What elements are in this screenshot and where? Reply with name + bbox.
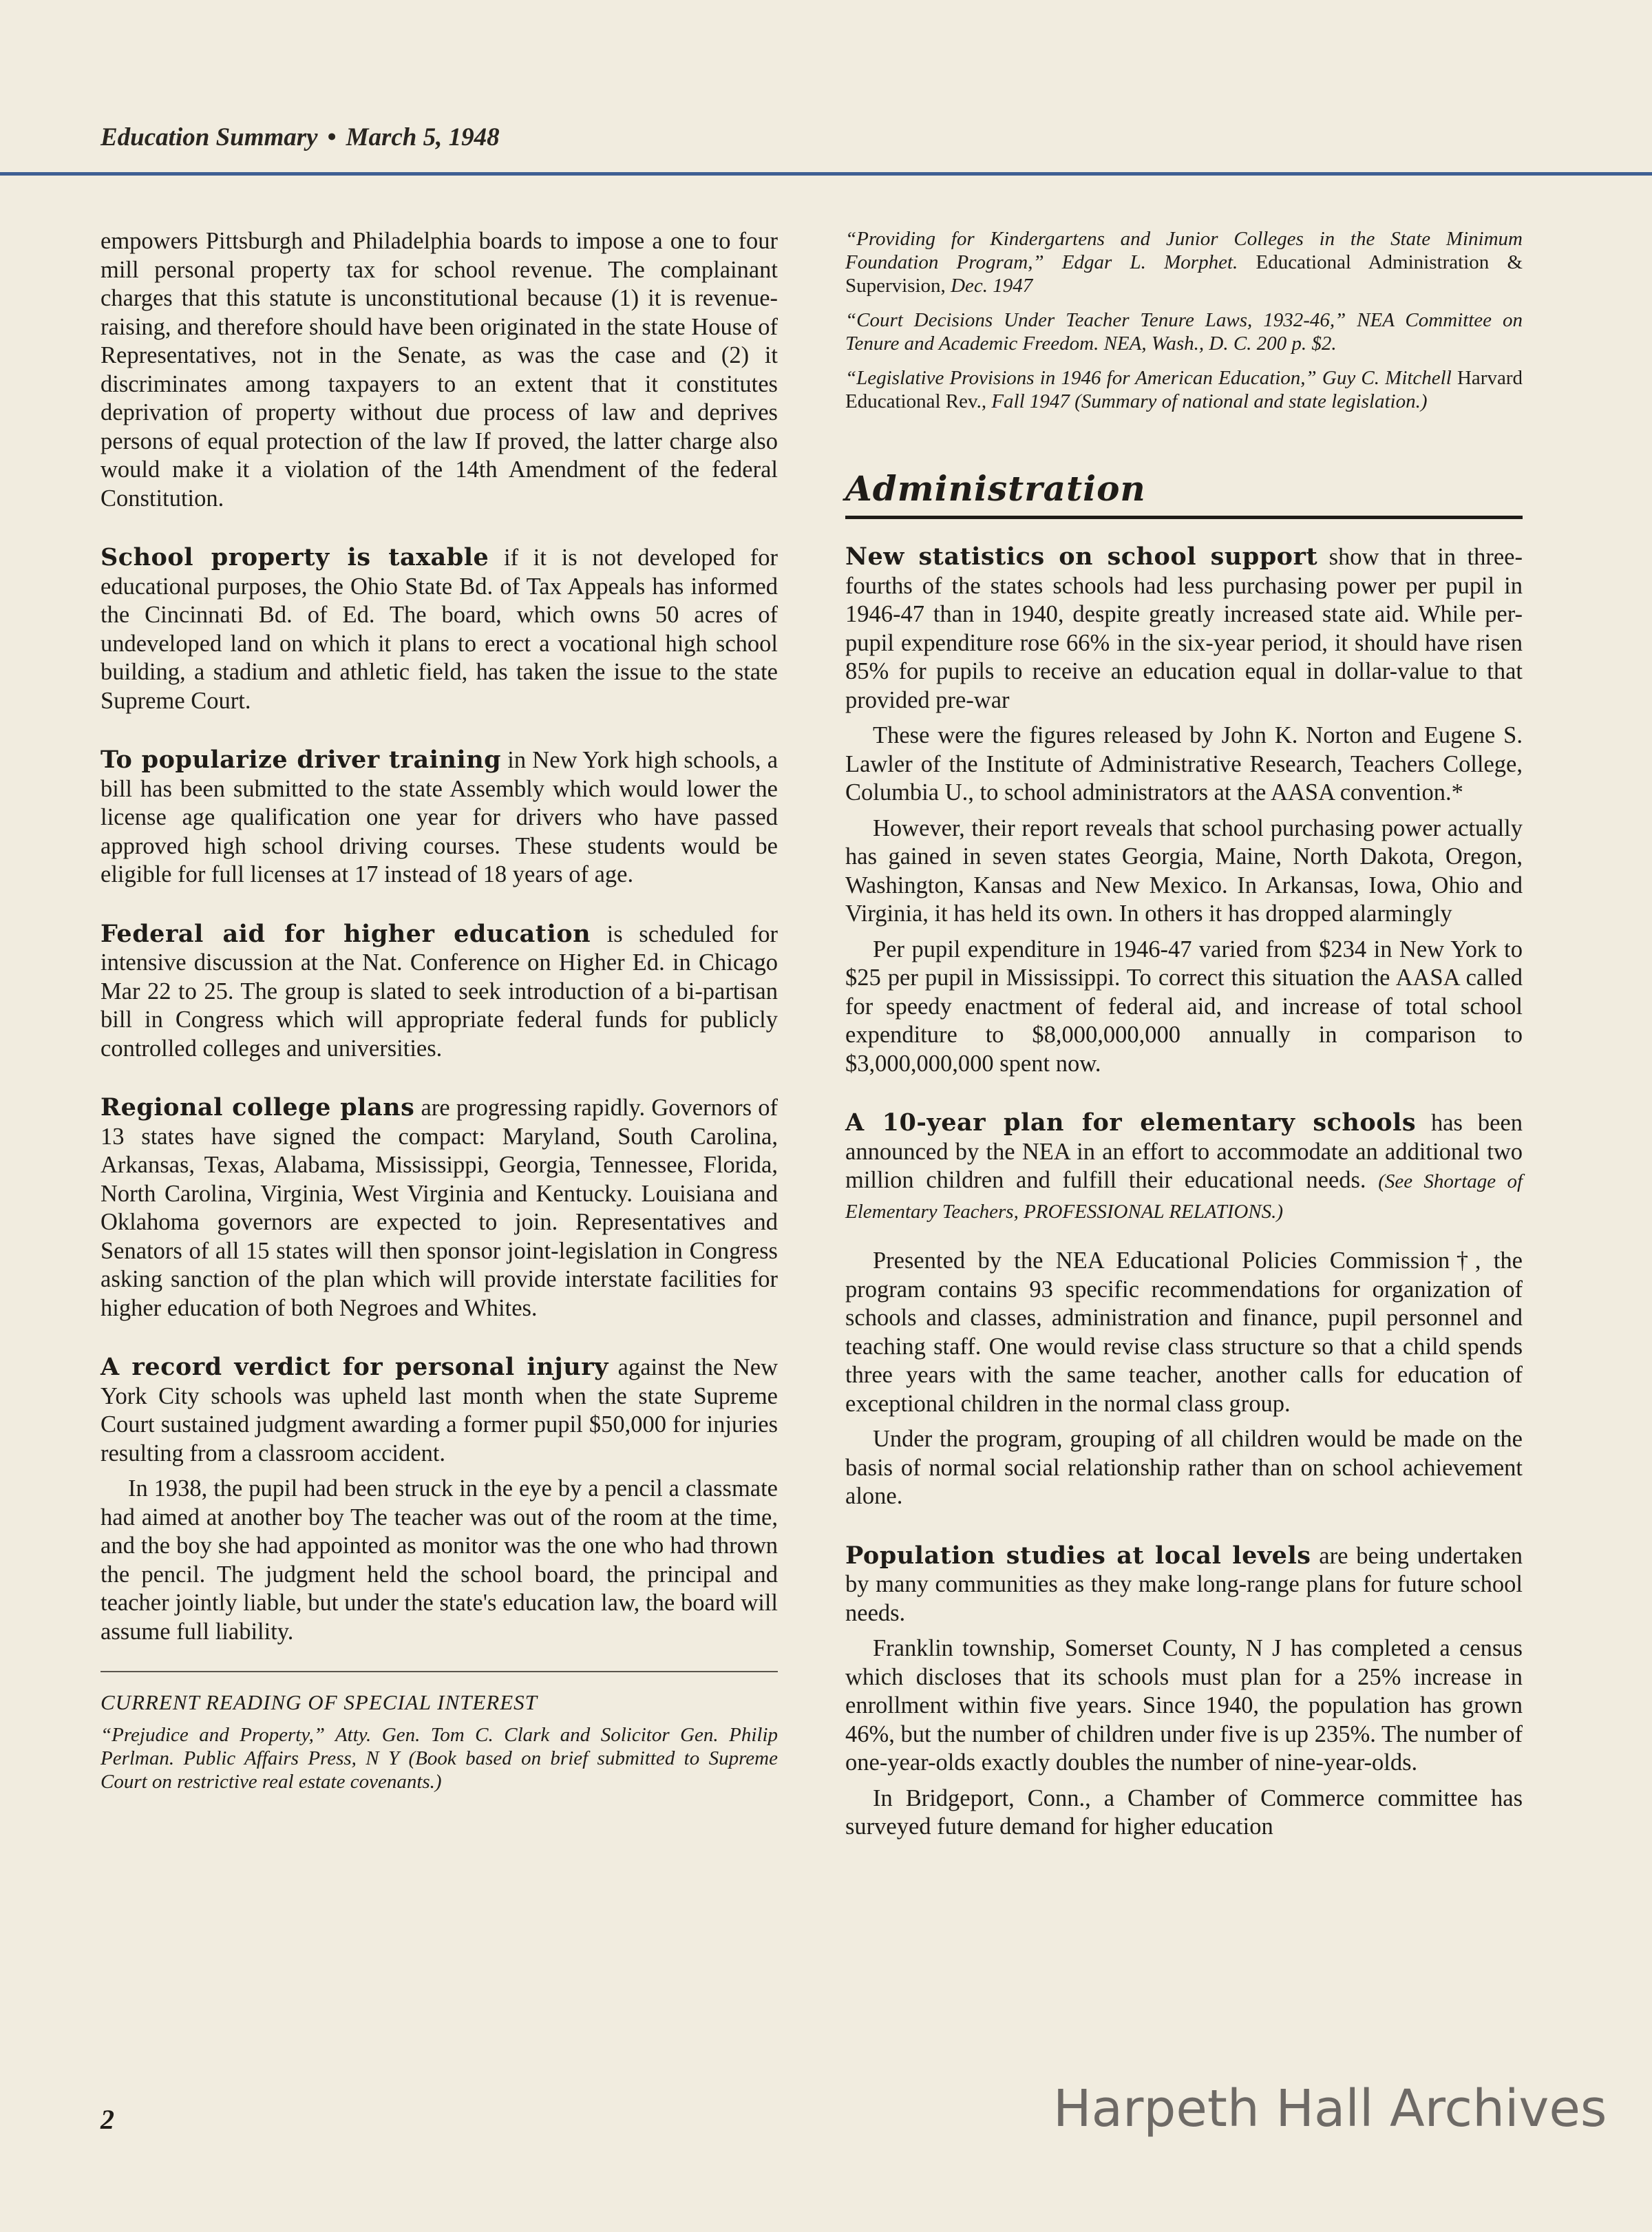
item-headline: A 10-year plan for elementary schools <box>845 1108 1417 1137</box>
item-regional-college <box>100 1093 778 1323</box>
item-ten-year-plan <box>845 1108 1523 1226</box>
citation-title: “Providing for Kindergartens and Junior Colleges in the State Minimum Foundation Program,” Edgar L. Morphet. <box>845 228 1523 273</box>
header-rule <box>0 172 1652 176</box>
running-header <box>100 123 500 152</box>
section-divider <box>100 1671 778 1672</box>
population-paragraph-3: In Bridgeport, Conn., a Chamber of Commerce committee has surveyed future demand for higher education <box>845 1784 1523 1840</box>
plan-paragraph-3: Under the program, grouping of all children would be made on the basis of normal social relationship rather than on school achievement alone. <box>845 1426 1523 1509</box>
item-body: has been announced by the NEA in an effort to accommodate an additional two million children and fulfill their educational needs. <box>845 1110 1523 1193</box>
item-property-tax <box>100 543 778 715</box>
citation-source: Harvard Educational Rev., <box>845 367 1523 412</box>
right-column <box>845 227 1523 1842</box>
item-headline: A record verdict for personal injury <box>100 1353 608 1381</box>
support-paragraph-3: However, their report reveals that school purchasing power actually has gained in seven states Georgia, Maine, North Dakota, Oregon, Washington, Kansas and New Mexico. In Arkansas, Iowa, Ohio and Virginia, it has held its own. In others it has dropped alarmingly <box>845 814 1523 927</box>
publication-name: Education Summary <box>100 123 318 151</box>
page-number: 2 <box>100 2104 114 2135</box>
citation-title: “Legislative Provisions in 1946 for American Education,” Guy C. Mitchell <box>845 367 1452 389</box>
item-federal-aid <box>100 920 778 1064</box>
item-body: is scheduled for intensive discussion at the Nat. Conference on Higher Ed. in Chicago Mar 22 to 25. The group is slated to seek introduction of a bi-partisan bill in Congress which will appropriate federal funds for publicly controlled colleges and universities. <box>100 920 778 1062</box>
citation-date: Dec. 1947 <box>951 275 1033 297</box>
cross-reference: (See Shortage of Elementary Teachers, PROFESSIONAL RELATIONS.) <box>845 1170 1523 1223</box>
item-headline: Federal aid for higher education <box>100 919 591 948</box>
left-column <box>100 227 778 1793</box>
item-body: in New York high schools, a bill has been submitted to the state Assembly which would lower the license age qualification one year for drivers who have passed approved high school driving courses. These students would be eligible for full licenses at 17 instead of 18 years of age. <box>100 747 779 887</box>
item-body: are being undertaken by many communities as they make long-range plans for future school needs. <box>845 1542 1523 1626</box>
item-record-verdict <box>100 1353 778 1468</box>
support-paragraph-2: These were the figures released by John K. Norton and Eugene S. Lawler of the Institute of Administrative Research, Teachers College, Columbia U., to school administrators at the AASA convention.* <box>845 722 1523 806</box>
plan-paragraph-2: Presented by the NEA Educational Policies Commission†, the program contains 93 specific recommendations for organization of schools and classes, administration and finance, pupil personnel and teaching staff. One would revise class structure so that a child spends three years with the same teacher, another calls for education of exceptional children in the normal class group. <box>845 1247 1523 1417</box>
reading-citation: “Prejudice and Property,” Atty. Gen. Tom C. Clark and Solicitor Gen. Philip Perlman. Public Affairs Press, N Y (Book based on brief submitted to Supreme Court on restrictive real estate covenants.) <box>100 1724 778 1793</box>
item-headline: Population studies at local levels <box>845 1541 1311 1570</box>
support-paragraph-4: Per pupil expenditure in 1946-47 varied from $234 in New York to $25 per pupil in Mississippi. To correct this situation the AASA called for speedy enactment of federal aid, and increase of total school expenditure to $8,000,000,000 annually in comparison to $3,000,000,000 spent now. <box>845 936 1523 1077</box>
section-title-administration: Administration <box>845 468 1523 519</box>
citation-tenure: “Court Decisions Under Teacher Tenure Laws, 1932-46,” NEA Committee on Tenure and Academic Freedom. NEA, Wash., D. C. 200 p. $2. <box>845 309 1523 355</box>
verdict-continuation: In 1938, the pupil had been struck in the eye by a pencil a classmate had aimed at another boy The teacher was out of the room at the time, and the boy she had appointed as monitor was the one who had thrown the pencil. The judgment held the school board, the principal and teacher jointly liable, but under the state's education law, the board will assume full liability. <box>100 1475 778 1645</box>
item-headline: School property is taxable <box>100 543 489 571</box>
population-paragraph-2: Franklin township, Somerset County, N J has completed a census which discloses that its schools must plan for a 25% increase in enrollment within five years. Since 1940, the population has grown 46%, but the number of children under five is up 235%. The number of one-year-olds exactly doubles the number of nine-year-olds. <box>845 1635 1523 1776</box>
item-body: are progressing rapidly. Governors of 13 states have signed the compact: Maryland, South Carolina, Arkansas, Texas, Alabama, Mississippi, Georgia, Tennessee, Florida, North Carolina, Virginia, West Virginia and Kentucky. Louisiana and Oklahoma governors are expected to join. Representatives and Senators of all 15 states will then sponsor joint-legislation in Congress asking sanction of the plan which will provide interstate facilities for higher education of both Negroes and Whites. <box>100 1095 778 1321</box>
item-headline: To popularize driver training <box>100 746 502 774</box>
citation-kindergartens <box>845 227 1523 297</box>
item-headline: New statistics on school support <box>845 543 1318 571</box>
item-body: show that in three-fourths of the states schools had less purchasing power per pupil in 1946-47 than in 1940, despite greatly increased state aid. While per-pupil expenditure rose 66% in the six-year period, it should have risen 85% for pupils to receive an education equal in dollar-value to that provided pre-war <box>845 544 1523 713</box>
intro-paragraph: empowers Pittsburgh and Philadelphia boards to impose a one to four mill personal property tax for school revenue. The complainant charges that this statute is unconstitutional because (1) it is revenue-raising, and therefore should have been originated in the state House of Representatives, not in the Senate, as was the case and (2) it discriminates among taxpayers to an extent that it constitutes deprivation of property without due process of law and deprives persons of equal protection of the law If proved, the latter charge also would make it a violation of the 14th Amendment of the federal Constitution. <box>100 228 778 512</box>
header-bullet: • <box>327 123 337 151</box>
item-headline: Regional college plans <box>100 1093 415 1122</box>
item-school-support <box>845 543 1523 715</box>
item-body: if it is not developed for educational purposes, the Ohio State Bd. of Tax Appeals has informed the Cincinnati Bd. of Ed. The board, which owns 50 acres of undeveloped land on which it plans to erect a vocational high school building, a stadium and athletic field, has taken the issue to the state Supreme Court. <box>100 545 778 714</box>
archive-watermark: Harpeth Hall Archives <box>1053 2079 1607 2138</box>
citation-date: Fall 1947 (Summary of national and state legislation.) <box>991 390 1428 412</box>
item-population-studies <box>845 1541 1523 1628</box>
citation-legislative <box>845 366 1523 413</box>
reading-heading: CURRENT READING OF SPECIAL INTEREST <box>100 1690 538 1714</box>
issue-date: March 5, 1948 <box>346 123 500 151</box>
citation-source: Educational Administration & Supervision, <box>845 251 1523 297</box>
item-body: against the New York City schools was upheld last month when the state Supreme Court sustained judgment awarding a former pupil $50,000 for injuries resulting from a classroom accident. <box>100 1354 778 1466</box>
item-driver-training <box>100 746 778 889</box>
